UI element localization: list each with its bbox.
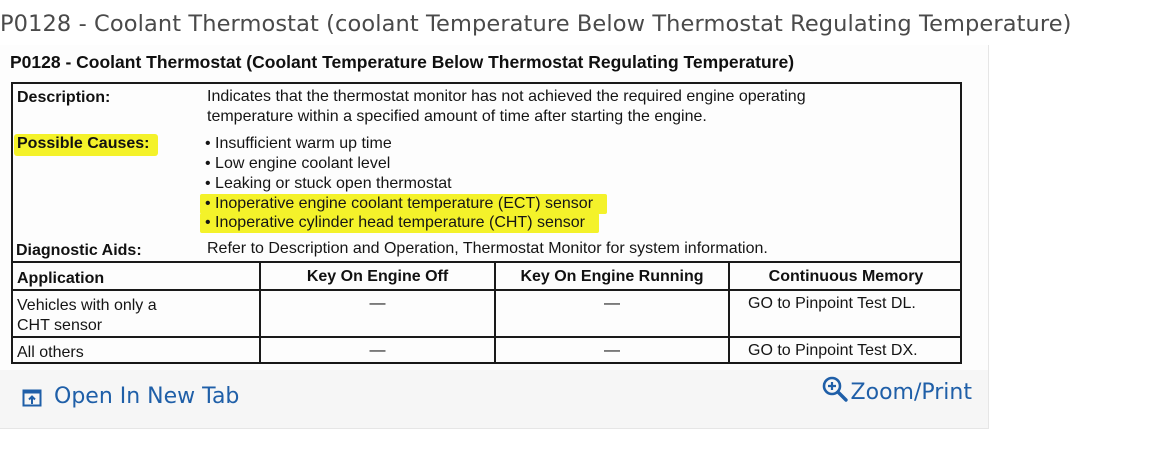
open-in-new-tab-label: Open In New Tab [54, 384, 240, 409]
table-divider [11, 336, 962, 338]
table-cell-koer: — [604, 295, 620, 312]
description-label: Description: [17, 89, 111, 106]
possible-causes-label: Possible Causes: [14, 134, 158, 156]
cause-item: • Insufficient warm up time [205, 135, 392, 152]
table-cell-koeo: — [369, 342, 386, 359]
table-divider [11, 289, 962, 291]
table-cell-application: CHT sensor [17, 317, 103, 334]
table-header-memory: Continuous Memory [768, 268, 924, 285]
open-in-new-tab-icon [22, 388, 42, 406]
table-header-application: Application [17, 270, 105, 287]
zoom-print-label: Zoom/Print [850, 380, 972, 405]
cause-item-highlighted: • Inoperative cylinder head temperature (CHT) sensor [200, 213, 599, 233]
zoom-in-icon [821, 375, 849, 403]
diagnostic-aids-label: Diagnostic Aids: [16, 242, 142, 259]
diagnostic-aids-text: Refer to Description and Operation, Thermostat Monitor for system information. [207, 240, 768, 257]
cause-item: • Low engine coolant level [205, 155, 391, 172]
scanned-document [0, 45, 988, 370]
description-line-2: temperature within a specified amount of time after starting the engine. [207, 108, 707, 125]
cause-item-highlighted: • Inoperative engine coolant temperature (ECT) sensor [200, 194, 607, 214]
table-divider [11, 261, 962, 263]
page-heading: P0128 - Coolant Thermostat (coolant Temperature Below Thermostat Regulating Temperature) [0, 11, 1072, 37]
zoom-print-link[interactable] [821, 380, 972, 405]
table-header-koeo: Key On Engine Off [306, 268, 449, 285]
document-title: P0128 - Coolant Thermostat (Coolant Temperature Below Thermostat Regulating Temperature) [10, 52, 795, 72]
cause-item: • Leaking or stuck open thermostat [205, 175, 452, 192]
table-cell-application: Vehicles with only a [17, 297, 157, 314]
description-line-1: Indicates that the thermostat monitor has not achieved the required engine operating [207, 88, 806, 105]
image-actions-bar [0, 370, 988, 428]
table-cell-memory: GO to Pinpoint Test DL. [748, 295, 916, 312]
table-cell-koeo: — [369, 295, 386, 312]
table-header-koer: Key On Engine Running [520, 268, 704, 285]
table-cell-koer: — [604, 342, 620, 359]
open-in-new-tab-link[interactable] [22, 384, 239, 409]
table-cell-memory: GO to Pinpoint Test DX. [748, 342, 918, 359]
table-cell-application: All others [17, 344, 84, 361]
document-image-card [0, 45, 989, 429]
